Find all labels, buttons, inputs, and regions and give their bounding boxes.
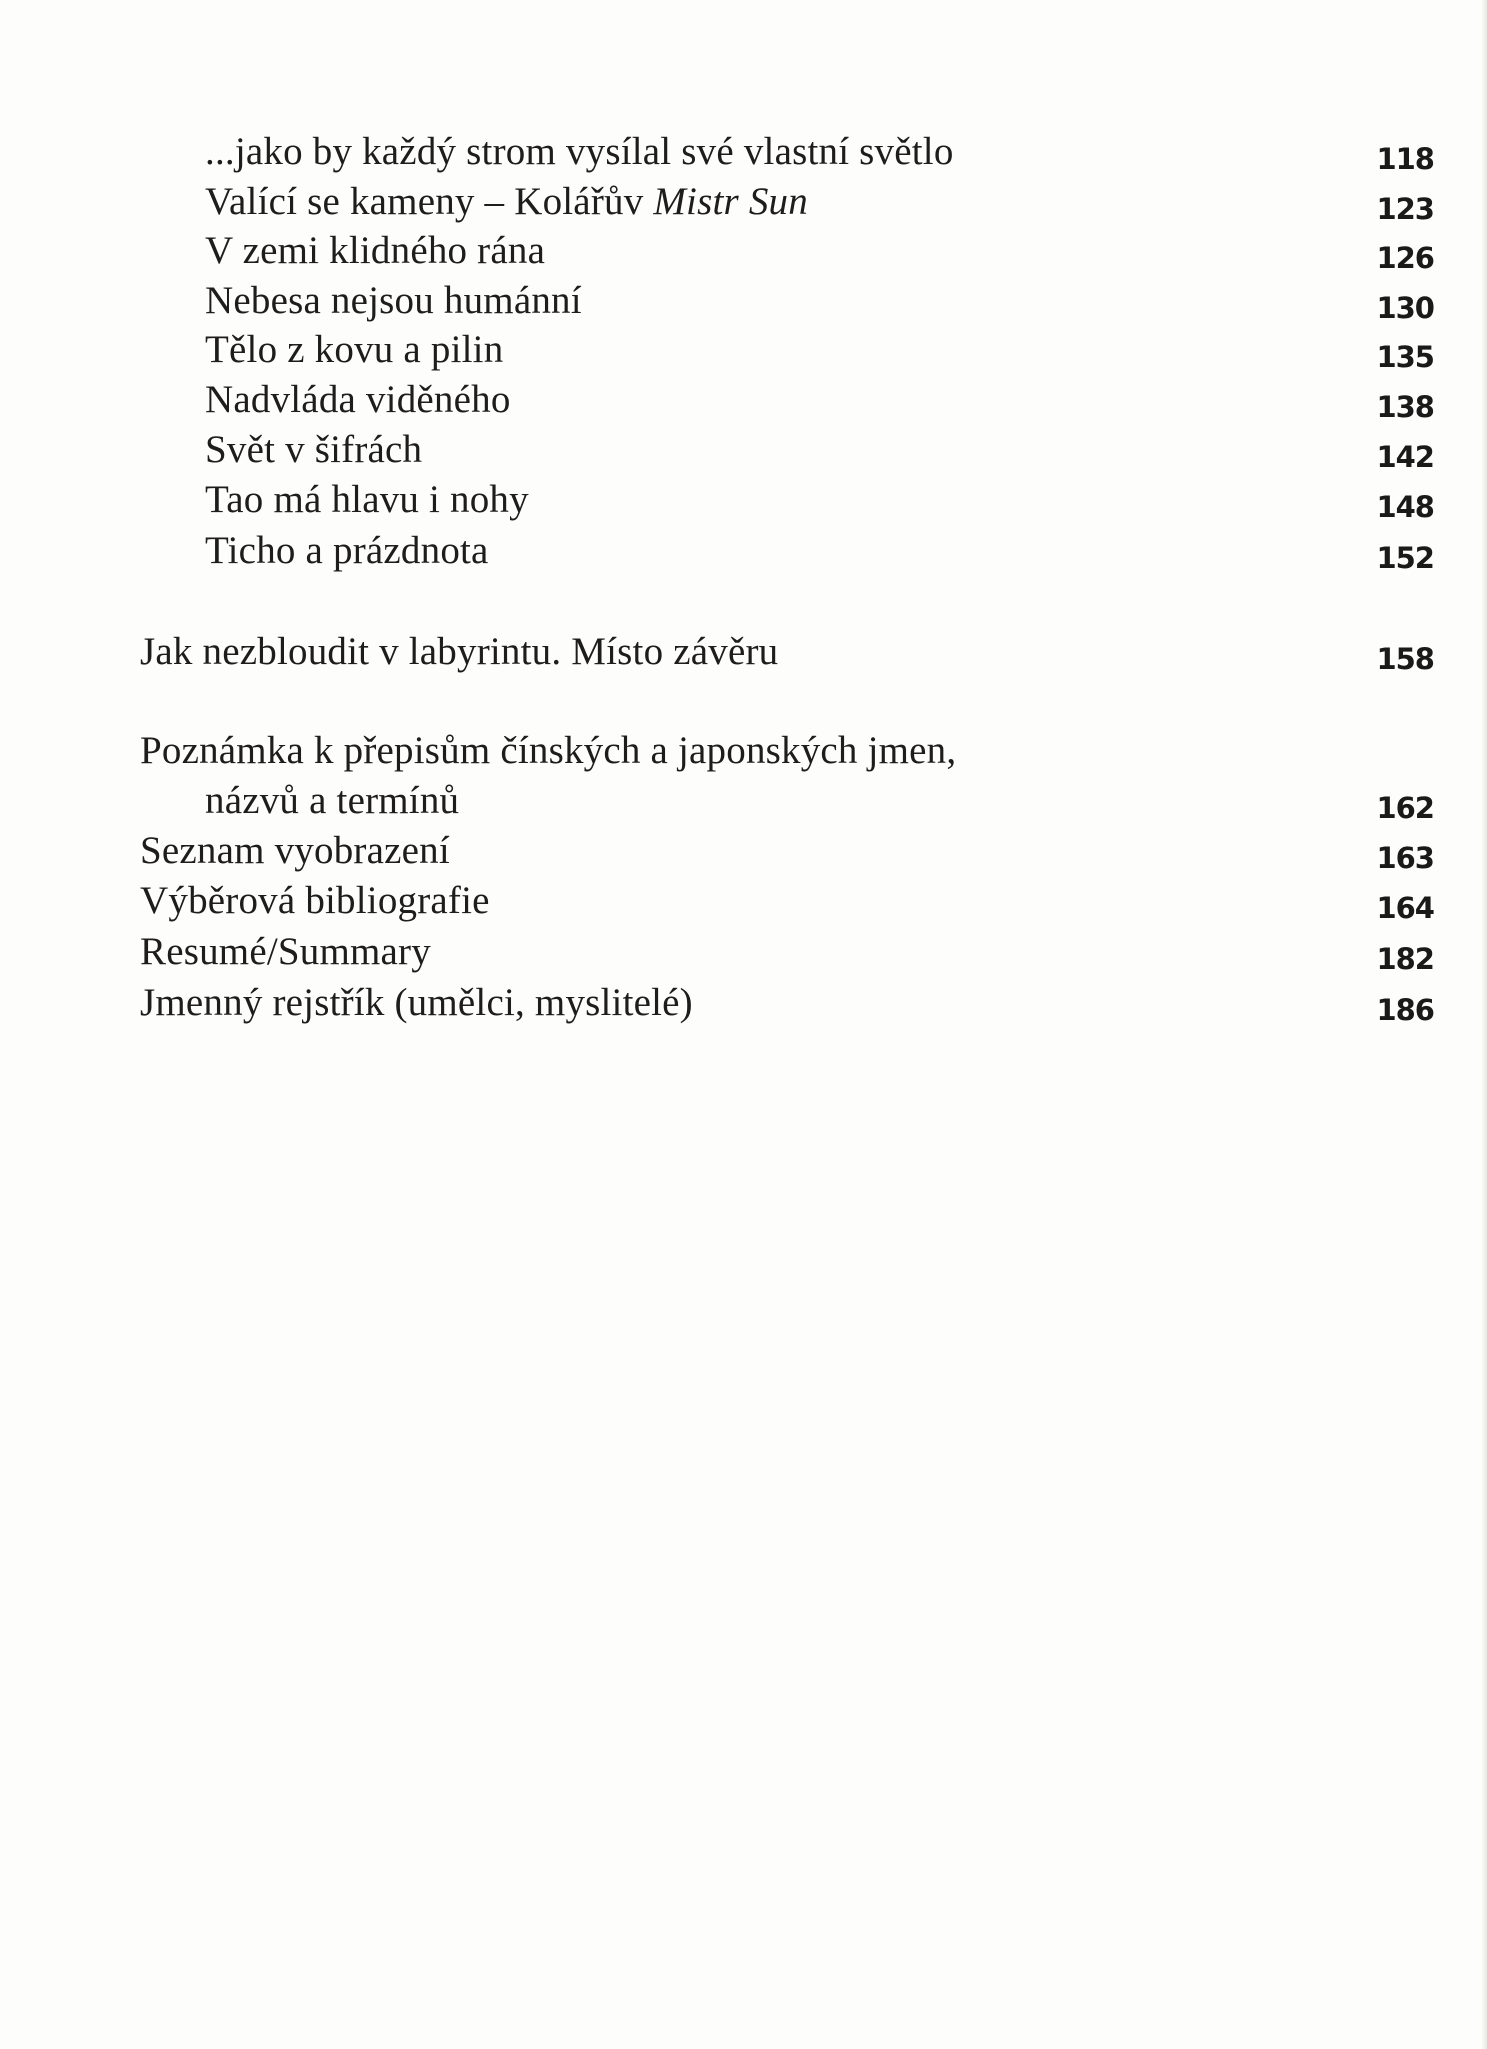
toc-entry-title-line2: názvů a termínů (205, 779, 460, 822)
toc-entry-title: Ticho a prázdnota (205, 529, 489, 572)
toc-entry-appendix (0, 932, 1487, 982)
toc-entry-title: Resumé/Summary (140, 930, 431, 973)
toc-entry (0, 531, 1487, 581)
toc-entry (0, 182, 1487, 232)
toc-entry-page: 158 (1376, 642, 1434, 676)
toc-entry-page: 130 (1376, 291, 1434, 325)
toc-entry-title: Jak nezbloudit v labyrintu. Místo závěru (140, 630, 779, 673)
toc-entry-conclusion (0, 632, 1487, 682)
toc-entry-page: 182 (1376, 942, 1434, 976)
toc-entry-title: V zemi klidného rána (205, 229, 546, 272)
toc-entry-title-text: Valící se kameny – Kolářův (205, 180, 654, 223)
toc-entry (0, 281, 1487, 331)
toc-entry (0, 480, 1487, 530)
toc-entry-page: 138 (1376, 390, 1434, 424)
toc-entry (0, 231, 1487, 281)
toc-entry (0, 380, 1487, 430)
toc-entry-title: Svět v šifrách (205, 428, 423, 471)
toc-entry-title (205, 179, 808, 224)
toc-entry-page: 123 (1376, 192, 1434, 226)
toc-entry-title: ...jako by každý strom vysílal své vlastní světlo (205, 130, 954, 173)
toc-entry-appendix (0, 881, 1487, 931)
toc-entry-page: 142 (1376, 440, 1434, 474)
toc-entry-page: 164 (1376, 891, 1434, 925)
toc-entry-page: 148 (1376, 490, 1434, 524)
toc-entry-title-italic: Mistr Sun (653, 180, 808, 223)
toc-entry-title: Nebesa nejsou humánní (205, 279, 582, 322)
toc-entry-page: 152 (1376, 541, 1434, 575)
toc-entry (0, 330, 1487, 380)
toc-entry-title-line1: Poznámka k přepisům čínských a japonských jmen, (140, 729, 957, 772)
toc-entry-page: 163 (1376, 841, 1434, 875)
toc-entry-appendix-continued (0, 781, 1487, 831)
toc-entry-title: Jmenný rejstřík (umělci, myslitelé) (140, 981, 693, 1024)
toc-entry-appendix (0, 983, 1487, 1033)
toc-entry-title: Tělo z kovu a pilin (205, 328, 504, 371)
toc-entry-title: Nadvláda viděného (205, 378, 511, 421)
toc-entry-title: Tao má hlavu i nohy (205, 478, 529, 521)
toc-entry (0, 430, 1487, 480)
toc-entry-page: 186 (1376, 993, 1434, 1027)
toc-entry (0, 132, 1487, 182)
toc-entry-page: 135 (1376, 340, 1434, 374)
toc-entry-appendix (0, 831, 1487, 881)
toc-entry-page: 126 (1376, 241, 1434, 275)
toc-entry-appendix (0, 731, 1487, 781)
toc-entry-page: 118 (1376, 142, 1434, 176)
toc-entry-title: Seznam vyobrazení (140, 829, 450, 872)
toc-entry-title: Výběrová bibliografie (140, 879, 490, 922)
toc-entry-page: 162 (1376, 791, 1434, 825)
